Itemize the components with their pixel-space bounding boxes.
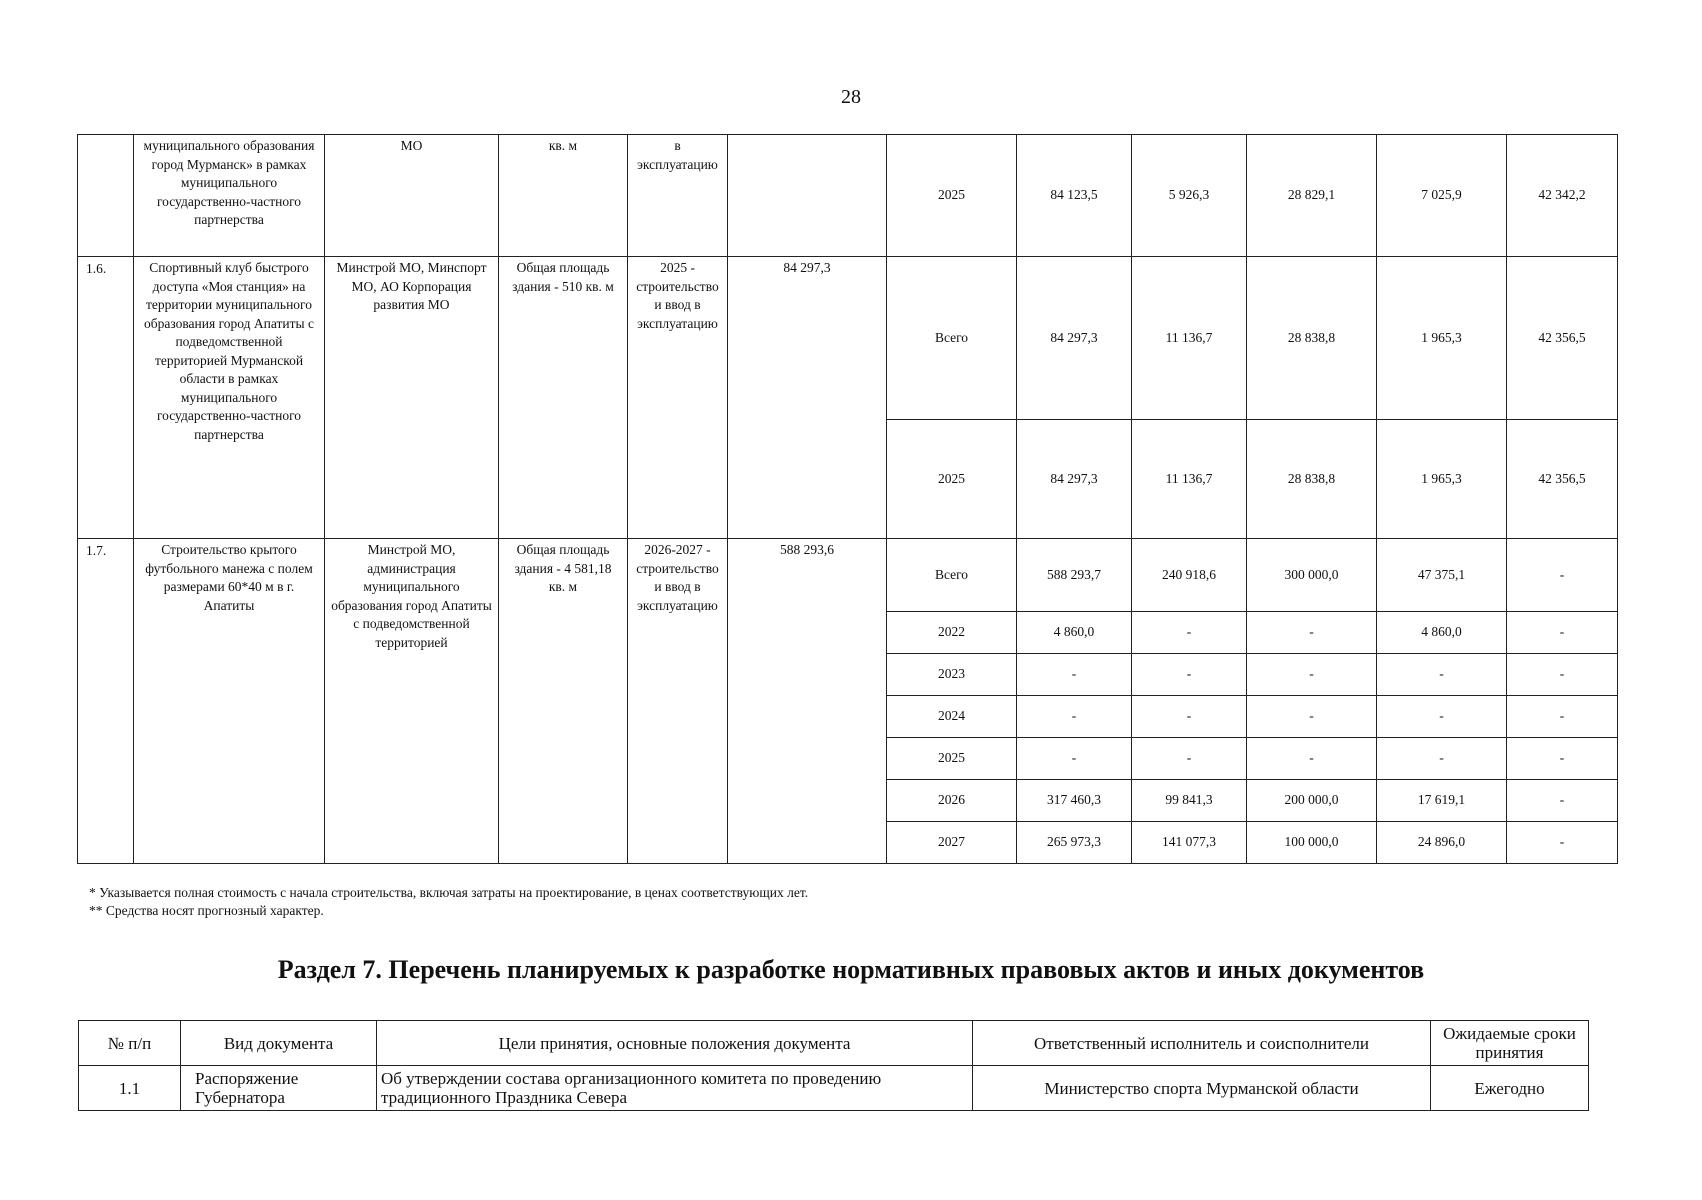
footnote: ** Средства носят прогнозный характер. <box>89 903 324 918</box>
column-header: Ответственный исполнитель и соисполнители <box>973 1021 1431 1066</box>
value-cell: 588 293,7 <box>1017 539 1132 612</box>
column-header: Ожидаемые сроки принятия <box>1431 1021 1589 1066</box>
value-cell: 42 356,5 <box>1507 420 1618 539</box>
year-cell: Всего <box>887 539 1017 612</box>
footnotes <box>89 884 808 920</box>
row-number: 1.6. <box>78 257 134 539</box>
document-type: Распоряжение Губернатора <box>181 1066 377 1111</box>
value-cell: - <box>1017 738 1132 780</box>
value-cell: - <box>1507 738 1618 780</box>
value-cell: - <box>1017 654 1132 696</box>
value-cell: 11 136,7 <box>1132 420 1247 539</box>
footnote: * Указывается полная стоимость с начала строительства, включая затраты на проектирование, в ценах соответствующих лет. <box>89 885 809 900</box>
value-cell: - <box>1132 654 1247 696</box>
object-name: Строительство крытого футбольного манежа с полем размерами 60*40 м в г. Апатиты <box>134 539 325 864</box>
year-cell: 2027 <box>887 822 1017 864</box>
year-cell: 2022 <box>887 612 1017 654</box>
value-cell: - <box>1247 654 1377 696</box>
value-cell: - <box>1017 696 1132 738</box>
value-cell: 240 918,6 <box>1132 539 1247 612</box>
value-cell: 7 025,9 <box>1377 135 1507 257</box>
value-cell: 1 965,3 <box>1377 420 1507 539</box>
value-cell: 47 375,1 <box>1377 539 1507 612</box>
executor: Минстрой МО, администрация муниципального образования город Апатиты с подведомственной территорией <box>325 539 499 864</box>
capital-objects-table <box>77 134 1618 864</box>
object-name: Спортивный клуб быстрого доступа «Моя станция» на территории муниципального образования город Апатиты с подведомственной территорией Мурманской области в рамках муниципального государственно-частного партнерства <box>134 257 325 539</box>
adoption-term: Ежегодно <box>1431 1066 1589 1111</box>
value-cell: 42 356,5 <box>1507 257 1618 420</box>
page-number: 28 <box>841 86 861 108</box>
value-cell: - <box>1507 539 1618 612</box>
period: 2025 - строительство и ввод в эксплуатацию <box>628 257 728 539</box>
total-cost: 588 293,6 <box>728 539 887 864</box>
object-name: муниципального образования город Мурманск» в рамках муниципального государственно-частного партнерства <box>134 135 325 257</box>
value-cell: 24 896,0 <box>1377 822 1507 864</box>
period: в эксплуатацию <box>628 135 728 257</box>
responsible-executor: Министерство спорта Мурманской области <box>973 1066 1431 1111</box>
value-cell: 42 342,2 <box>1507 135 1618 257</box>
value-cell: - <box>1247 696 1377 738</box>
table-header-row <box>79 1021 1589 1066</box>
capacity: Общая площадь здания - 510 кв. м <box>499 257 628 539</box>
value-cell: - <box>1507 780 1618 822</box>
row-number: 1.1 <box>79 1066 181 1111</box>
year-cell: 2025 <box>887 135 1017 257</box>
value-cell: - <box>1507 822 1618 864</box>
value-cell: - <box>1247 738 1377 780</box>
column-header: Цели принятия, основные положения документа <box>377 1021 973 1066</box>
year-cell: 2026 <box>887 780 1017 822</box>
table-row <box>78 257 1618 420</box>
value-cell: 28 829,1 <box>1247 135 1377 257</box>
value-cell: 300 000,0 <box>1247 539 1377 612</box>
value-cell: 99 841,3 <box>1132 780 1247 822</box>
value-cell: 100 000,0 <box>1247 822 1377 864</box>
executor: Минстрой МО, Минспорт МО, АО Корпорация развития МО <box>325 257 499 539</box>
documents-table <box>78 1020 1589 1111</box>
value-cell: 1 965,3 <box>1377 257 1507 420</box>
value-cell: 4 860,0 <box>1017 612 1132 654</box>
value-cell: 28 838,8 <box>1247 420 1377 539</box>
value-cell: - <box>1132 612 1247 654</box>
value-cell: - <box>1132 738 1247 780</box>
capacity: Общая площадь здания - 4 581,18 кв. м <box>499 539 628 864</box>
value-cell: 200 000,0 <box>1247 780 1377 822</box>
value-cell: 84 297,3 <box>1017 420 1132 539</box>
value-cell: 141 077,3 <box>1132 822 1247 864</box>
value-cell: - <box>1247 612 1377 654</box>
section-title: Раздел 7. Перечень планируемых к разработке нормативных правовых актов и иных документов <box>277 955 1425 984</box>
year-cell: 2025 <box>887 420 1017 539</box>
value-cell: 84 297,3 <box>1017 257 1132 420</box>
total-cost: 84 297,3 <box>728 257 887 539</box>
value-cell: - <box>1507 696 1618 738</box>
value-cell: 317 460,3 <box>1017 780 1132 822</box>
column-header: Вид документа <box>181 1021 377 1066</box>
year-cell: Всего <box>887 257 1017 420</box>
value-cell: - <box>1377 696 1507 738</box>
value-cell: 17 619,1 <box>1377 780 1507 822</box>
table-row <box>78 539 1618 612</box>
value-cell: - <box>1132 696 1247 738</box>
capacity: кв. м <box>499 135 628 257</box>
value-cell: 11 136,7 <box>1132 257 1247 420</box>
year-cell: 2025 <box>887 738 1017 780</box>
value-cell: - <box>1507 654 1618 696</box>
column-header: № п/п <box>79 1021 181 1066</box>
period: 2026-2027 - строительство и ввод в эксплуатацию <box>628 539 728 864</box>
value-cell: 28 838,8 <box>1247 257 1377 420</box>
value-cell: 84 123,5 <box>1017 135 1132 257</box>
value-cell: - <box>1377 654 1507 696</box>
value-cell: - <box>1377 738 1507 780</box>
table-row <box>79 1066 1589 1111</box>
value-cell: 5 926,3 <box>1132 135 1247 257</box>
table-row <box>78 135 1618 257</box>
year-cell: 2024 <box>887 696 1017 738</box>
value-cell: - <box>1507 612 1618 654</box>
year-cell: 2023 <box>887 654 1017 696</box>
executor: МО <box>325 135 499 257</box>
document-purpose: Об утверждении состава организационного комитета по проведению традиционного Праздника Севера <box>377 1066 973 1111</box>
value-cell: 4 860,0 <box>1377 612 1507 654</box>
value-cell: 265 973,3 <box>1017 822 1132 864</box>
row-number: 1.7. <box>78 539 134 864</box>
